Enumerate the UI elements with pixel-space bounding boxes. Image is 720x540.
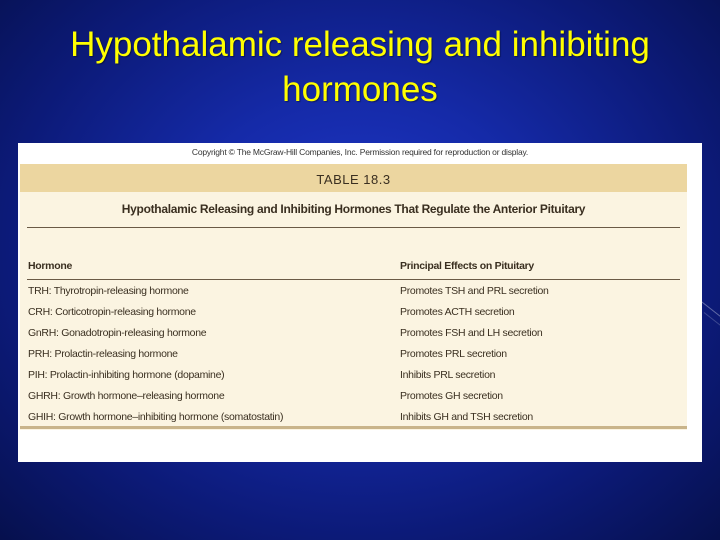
table-row xyxy=(20,348,687,369)
table-number: TABLE 18.3 xyxy=(316,172,391,187)
effect-cell: Promotes PRL secretion xyxy=(400,348,507,360)
table-rule-top xyxy=(27,227,680,228)
hormone-table xyxy=(20,164,687,430)
hormone-cell: GnRH: Gonadotropin-releasing hormone xyxy=(28,327,207,339)
column-header-effects: Principal Effects on Pituitary xyxy=(400,260,534,272)
hormone-cell: PIH: Prolactin-inhibiting hormone (dopamine) xyxy=(28,369,225,381)
effect-cell: Inhibits PRL secretion xyxy=(400,369,496,381)
slide-title-line-2: hormones xyxy=(282,70,438,109)
table-figure xyxy=(18,143,702,462)
table-row xyxy=(20,390,687,411)
table-row xyxy=(20,369,687,390)
effect-cell: Inhibits GH and TSH secretion xyxy=(400,411,533,423)
table-bottom-rule xyxy=(20,426,687,429)
copyright-notice: Copyright © The McGraw-Hill Companies, Inc. Permission required for reproduction or display. xyxy=(191,147,529,157)
table-row xyxy=(20,285,687,306)
table-body xyxy=(20,285,687,432)
table-rule-header xyxy=(27,279,680,280)
effect-cell: Promotes GH secretion xyxy=(400,390,503,402)
hormone-cell: PRH: Prolactin-releasing hormone xyxy=(28,348,178,360)
hormone-cell: TRH: Thyrotropin-releasing hormone xyxy=(28,285,189,297)
table-caption: Hypothalamic Releasing and Inhibiting Hormones That Regulate the Anterior Pituitary xyxy=(121,202,586,216)
hormone-cell: GHRH: Growth hormone–releasing hormone xyxy=(28,390,225,402)
effect-cell: Promotes FSH and LH secretion xyxy=(400,327,543,339)
slide-title-line-1: Hypothalamic releasing and inhibiting xyxy=(70,25,650,64)
table-header-band xyxy=(20,164,687,192)
effect-cell: Promotes TSH and PRL secretion xyxy=(400,285,549,297)
effect-cell: Promotes ACTH secretion xyxy=(400,306,515,318)
background-streak xyxy=(704,312,720,337)
hormone-cell: GHIH: Growth hormone–inhibiting hormone (somatostatin) xyxy=(28,411,284,423)
slide-title xyxy=(0,22,720,112)
table-row xyxy=(20,306,687,327)
column-header-hormone: Hormone xyxy=(28,260,72,272)
hormone-cell: CRH: Corticotropin-releasing hormone xyxy=(28,306,196,318)
table-row xyxy=(20,327,687,348)
